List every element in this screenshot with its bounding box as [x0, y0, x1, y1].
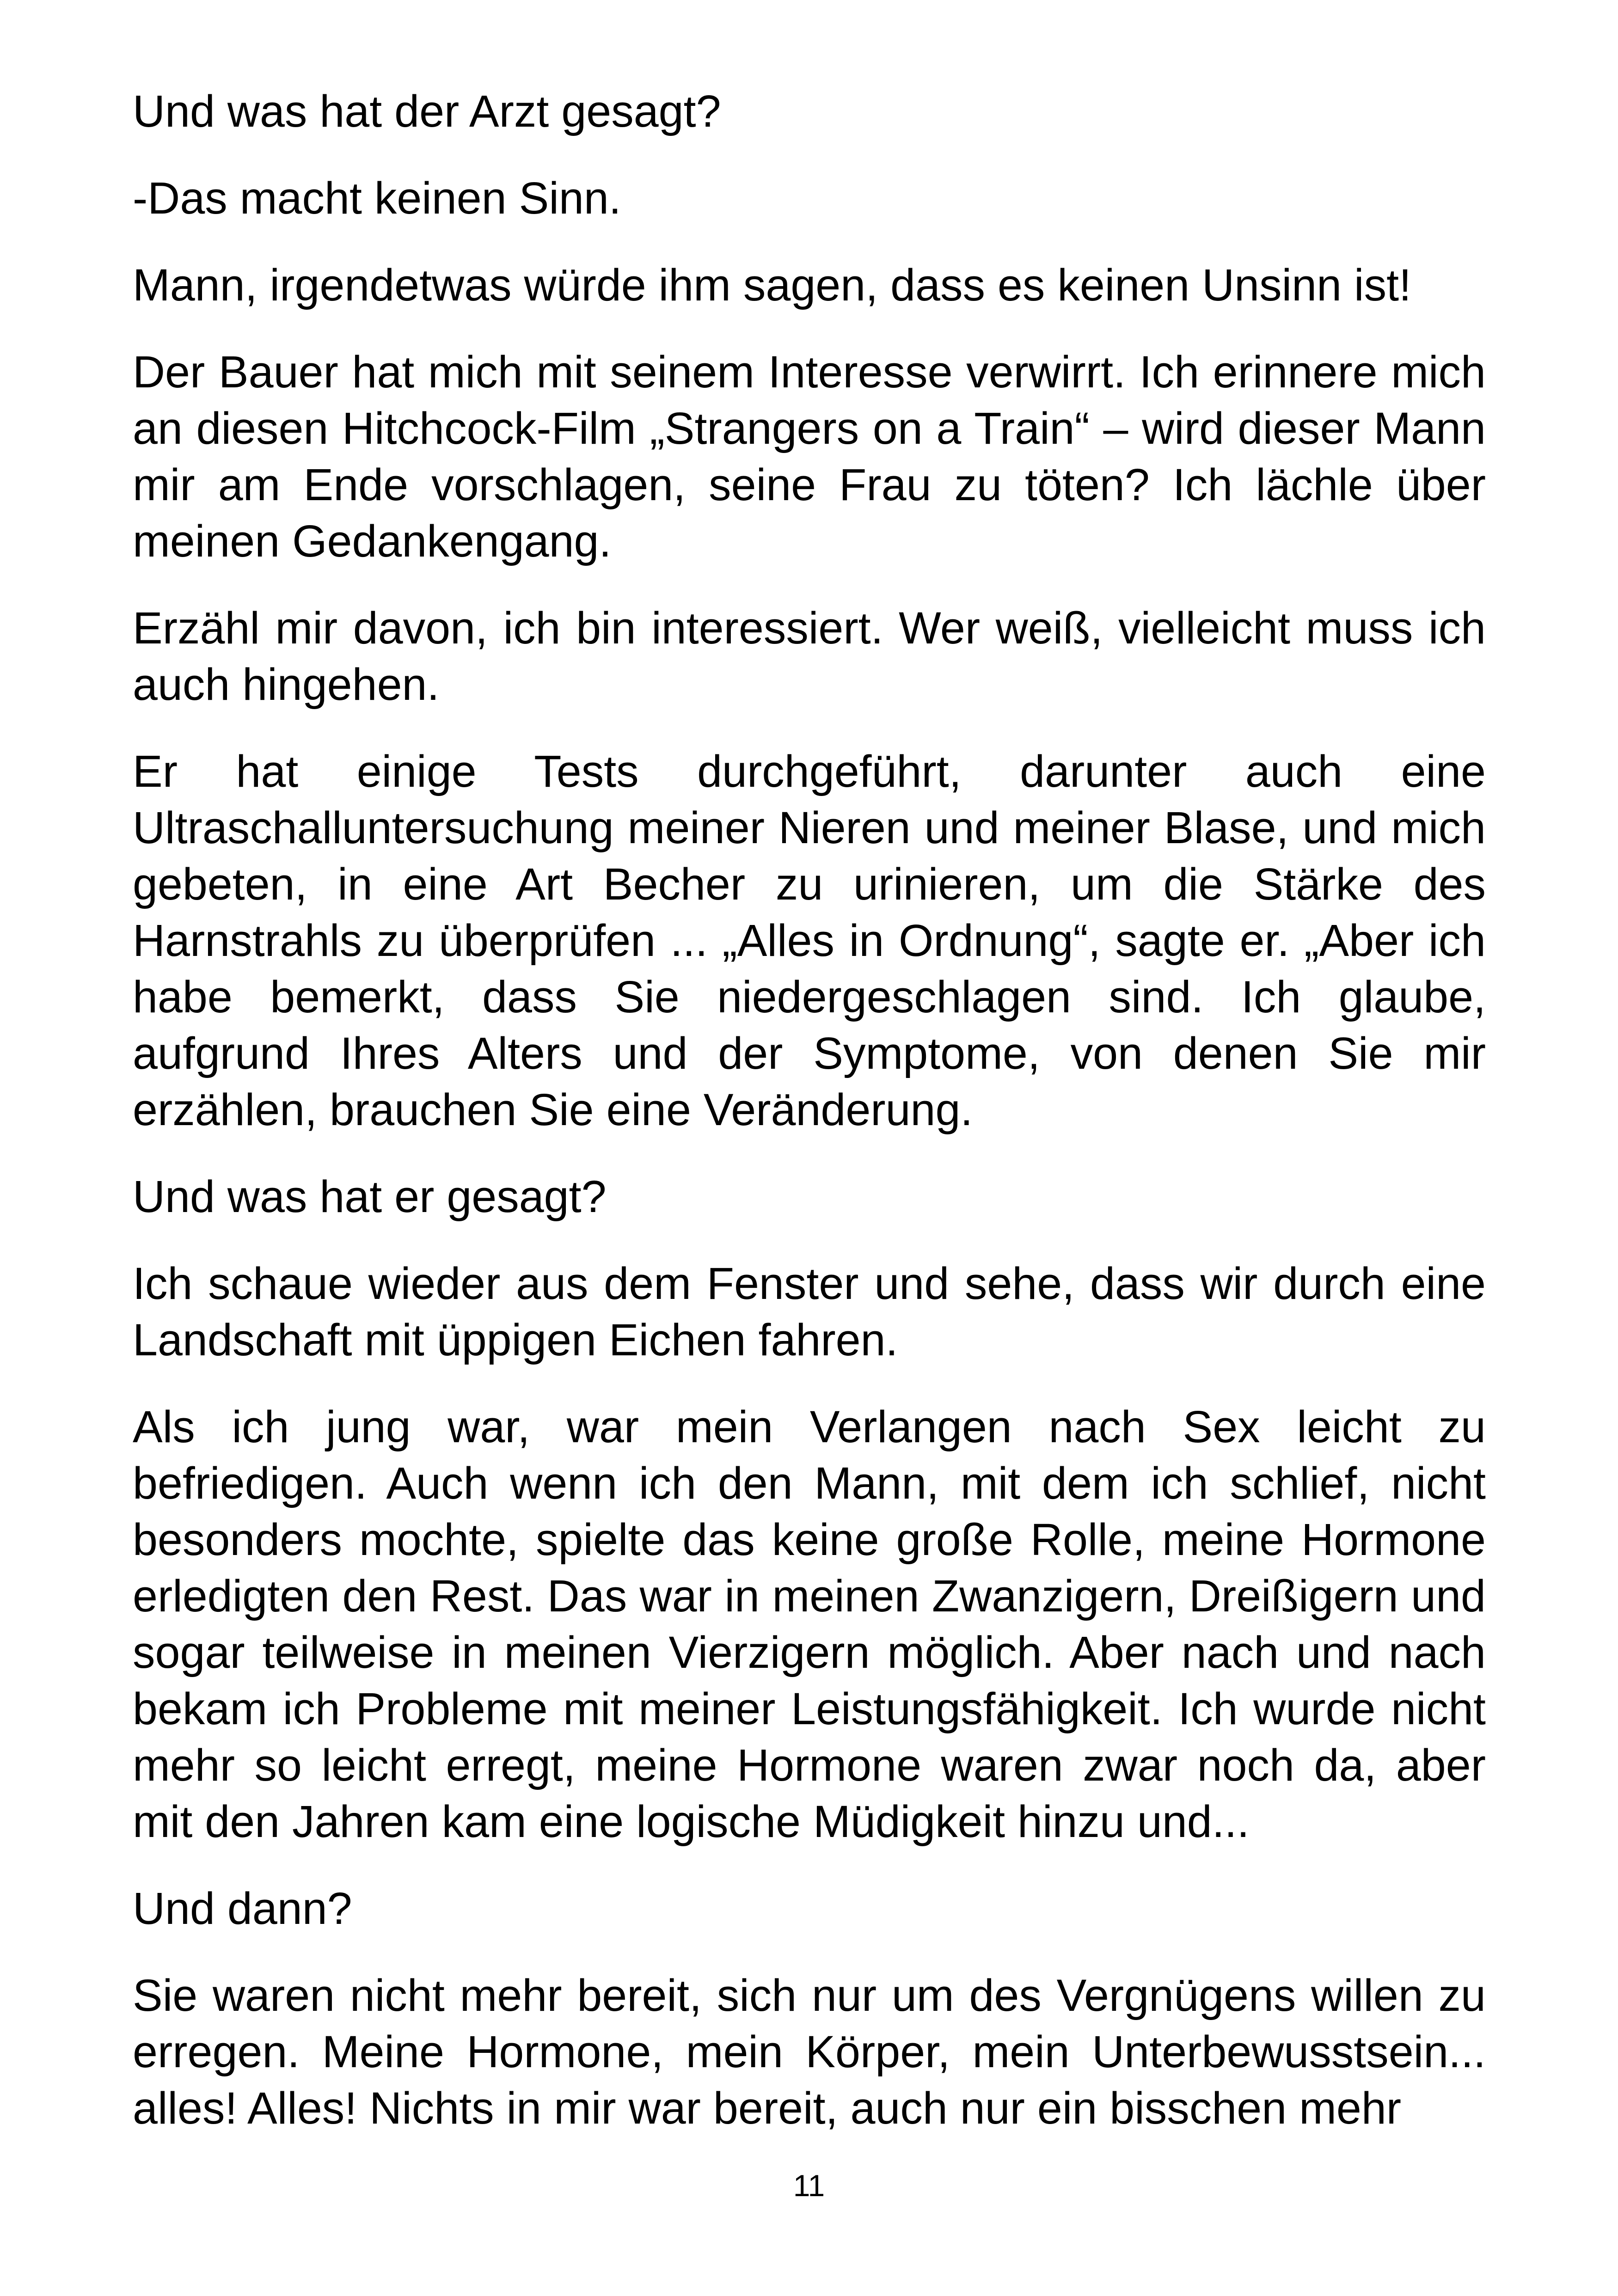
paragraph-4: Der Bauer hat mich mit seinem Interesse verwirrt. Ich erinnere mich an diesen Hitchcock-Film „Strangers on a Train“ – wird dieser Mann mir am Ende vorschlagen, seine Frau zu töten? Ich lächle über meinen Gedankengang. — [133, 347, 1486, 566]
paragraph-1: Und was hat der Arzt gesagt? — [133, 86, 721, 136]
paragraph-9: Als ich jung war, war mein Verlangen nach Sex leicht zu befriedigen. Auch wenn ich den Mann, mit dem ich schlief, nicht besonders mochte, spielte das keine große Rolle, meine Hormone erledigten den Rest. Das war in meinen Zwanzigern, Dreißigern und sogar teilweise in meinen Vierzigern möglich. Aber nach und nach bekam ich Probleme mit meiner Leistungsfähigkeit. Ich wurde nicht mehr so leicht erregt, meine Hormone waren zwar noch da, aber mit den Jahren kam eine logische Müdigkeit hinzu und... — [133, 1402, 1486, 1847]
page-body — [133, 83, 1486, 2137]
paragraph-8: Ich schaue wieder aus dem Fenster und sehe, dass wir durch eine Landschaft mit üppigen Eichen fahren. — [133, 1258, 1486, 1365]
page-number: 11 — [793, 2168, 825, 2203]
paragraph-7: Und was hat er gesagt? — [133, 1171, 607, 1222]
paragraph-3: Mann, irgendetwas würde ihm sagen, dass es keinen Unsinn ist! — [133, 260, 1411, 310]
paragraph-10: Und dann? — [133, 1883, 352, 1934]
paragraph-6: Er hat einige Tests durchgeführt, darunter auch eine Ultraschalluntersuchung meiner Nieren und meiner Blase, und mich gebeten, in eine Art Becher zu urinieren, um die Stärke des Harnstrahls zu überprüfen ... „Alles in Ordnung“, sagte er. „Aber ich habe bemerkt, dass Sie niedergeschlagen sind. Ich glaube, aufgrund Ihres Alters und der Symptome, von denen Sie mir erzählen, brauchen Sie eine Veränderung. — [133, 746, 1486, 1135]
paragraph-11: Sie waren nicht mehr bereit, sich nur um des Vergnügens willen zu erregen. Meine Hormone, mein Körper, mein Unterbewusstsein... alles! Alles! Nichts in mir war bereit, auch nur ein bisschen mehr — [133, 1970, 1486, 2133]
paragraph-2: -Das macht keinen Sinn. — [133, 173, 621, 223]
paragraph-5: Erzähl mir davon, ich bin interessiert. Wer weiß, vielleicht muss ich auch hingehen. — [133, 603, 1486, 710]
